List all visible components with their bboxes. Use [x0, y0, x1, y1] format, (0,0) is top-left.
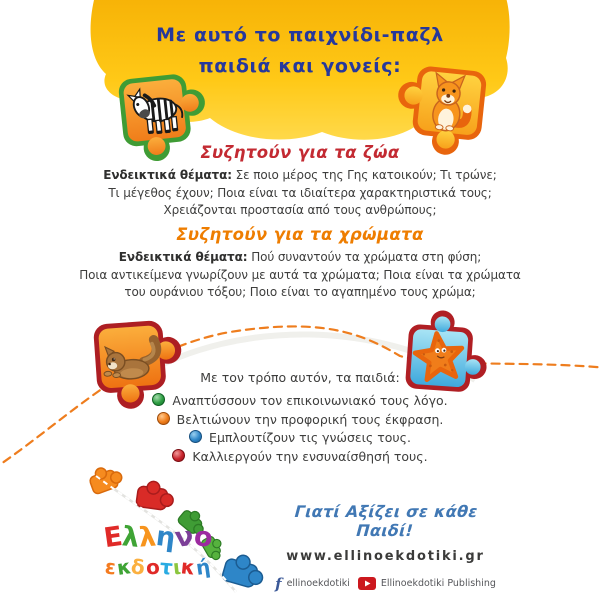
section-colors-line2: Ποια αντικείμενα γνωρίζουν με αυτά τα χρώματα; Ποια είναι τα χρώματα [79, 267, 521, 282]
benefit-item-4 [0, 448, 600, 467]
green-bullet-icon [152, 393, 165, 406]
logo-letter: ο [192, 521, 214, 554]
logo-letter: λ [138, 521, 158, 554]
section-colors [0, 225, 600, 302]
section-colors-line1: Πού συναντούν τα χρώματα στη φύση; [251, 250, 482, 264]
logo-letter: ε [103, 554, 118, 580]
logo-letter: Ε [101, 520, 125, 555]
section-animals-line1: Σε ποιο μέρος της Γης κατοικούν; Τι τρώνε; [235, 168, 497, 182]
section-colors-heading: Συζητούν για τα χρώματα [176, 225, 424, 244]
logo-letter: κ [115, 554, 134, 580]
logo-wordmark-line1 [92, 520, 224, 555]
facebook-icon: f [275, 574, 282, 593]
section-animals-line3: Χρειάζονται προστασία από τους ανθρώπους; [163, 203, 437, 217]
benefit-text-1: Αναπτύσσουν τον επικοινωνιακό τους λόγο. [172, 393, 448, 408]
facebook-label: ellinoekdotiki [286, 578, 350, 589]
logo-wordmark-line2 [92, 555, 224, 579]
section-animals-lead: Ενδεικτικά θέματα: [103, 168, 232, 182]
logo-letter: δ [129, 554, 148, 580]
section-animals-body [0, 167, 600, 220]
logo-letter: ι [171, 554, 183, 580]
title-line-1: Με αυτό το παιχνίδι-παζλ [156, 24, 444, 46]
orange-bullet-icon [157, 412, 170, 425]
blue-bullet-icon [189, 430, 202, 443]
logo-letter: λ [120, 521, 141, 554]
benefit-text-3: Εμπλουτίζουν τις γνώσεις τους. [209, 430, 411, 445]
section-animals [0, 143, 600, 220]
website-url[interactable]: www.ellinoekdotiki.gr [286, 549, 485, 564]
title-line-2: παιδιά και γονείς: [198, 55, 402, 77]
logo-letter: ο [144, 554, 161, 580]
logo-letter: κ [180, 554, 198, 580]
benefits-section [0, 370, 600, 466]
section-animals-heading: Συζητούν για τα ζώα [200, 143, 400, 162]
benefits-intro: Με τον τρόπο αυτόν, τα παιδιά: [200, 370, 400, 385]
youtube-label: Ellinoekdotiki Publishing [380, 578, 496, 589]
benefit-item-1 [0, 392, 600, 411]
benefit-text-2: Βελτιώνουν την προφορική τους έκφραση. [176, 411, 444, 427]
benefit-text-4: Καλλιεργούν την ενσυναίσθησή τους. [192, 448, 428, 464]
red-mini-puzzle-icon [136, 479, 176, 511]
social-row [268, 574, 503, 593]
red-bullet-icon [172, 449, 185, 462]
benefit-item-3 [0, 429, 600, 448]
youtube-icon [358, 577, 376, 590]
tagline: Γιατί Αξίζει σε κάθε Παιδί! [294, 502, 479, 540]
logo-letter: τ [158, 554, 175, 580]
header-title [0, 20, 600, 82]
logo-letter: η [154, 520, 178, 555]
section-colors-lead: Ενδεικτικά θέματα: [118, 250, 248, 264]
footer-right-column [268, 502, 503, 593]
section-colors-body [0, 249, 600, 302]
youtube-link[interactable] [358, 577, 496, 590]
benefit-item-2 [0, 411, 600, 430]
logo-letter: ν [173, 521, 196, 554]
section-animals-line2: Τι μέγεθος έχουν; Ποια είναι τα ιδιαίτερα χαρακτηριστικά τους; [108, 185, 492, 200]
section-colors-line3: του ουράνιου τόξου; Ποιο είναι το αγαπημένο τους χρώμα; [124, 285, 476, 299]
facebook-link[interactable] [275, 574, 350, 593]
logo-letter: ή [194, 554, 213, 580]
orange-mini-puzzle-icon [87, 462, 125, 495]
